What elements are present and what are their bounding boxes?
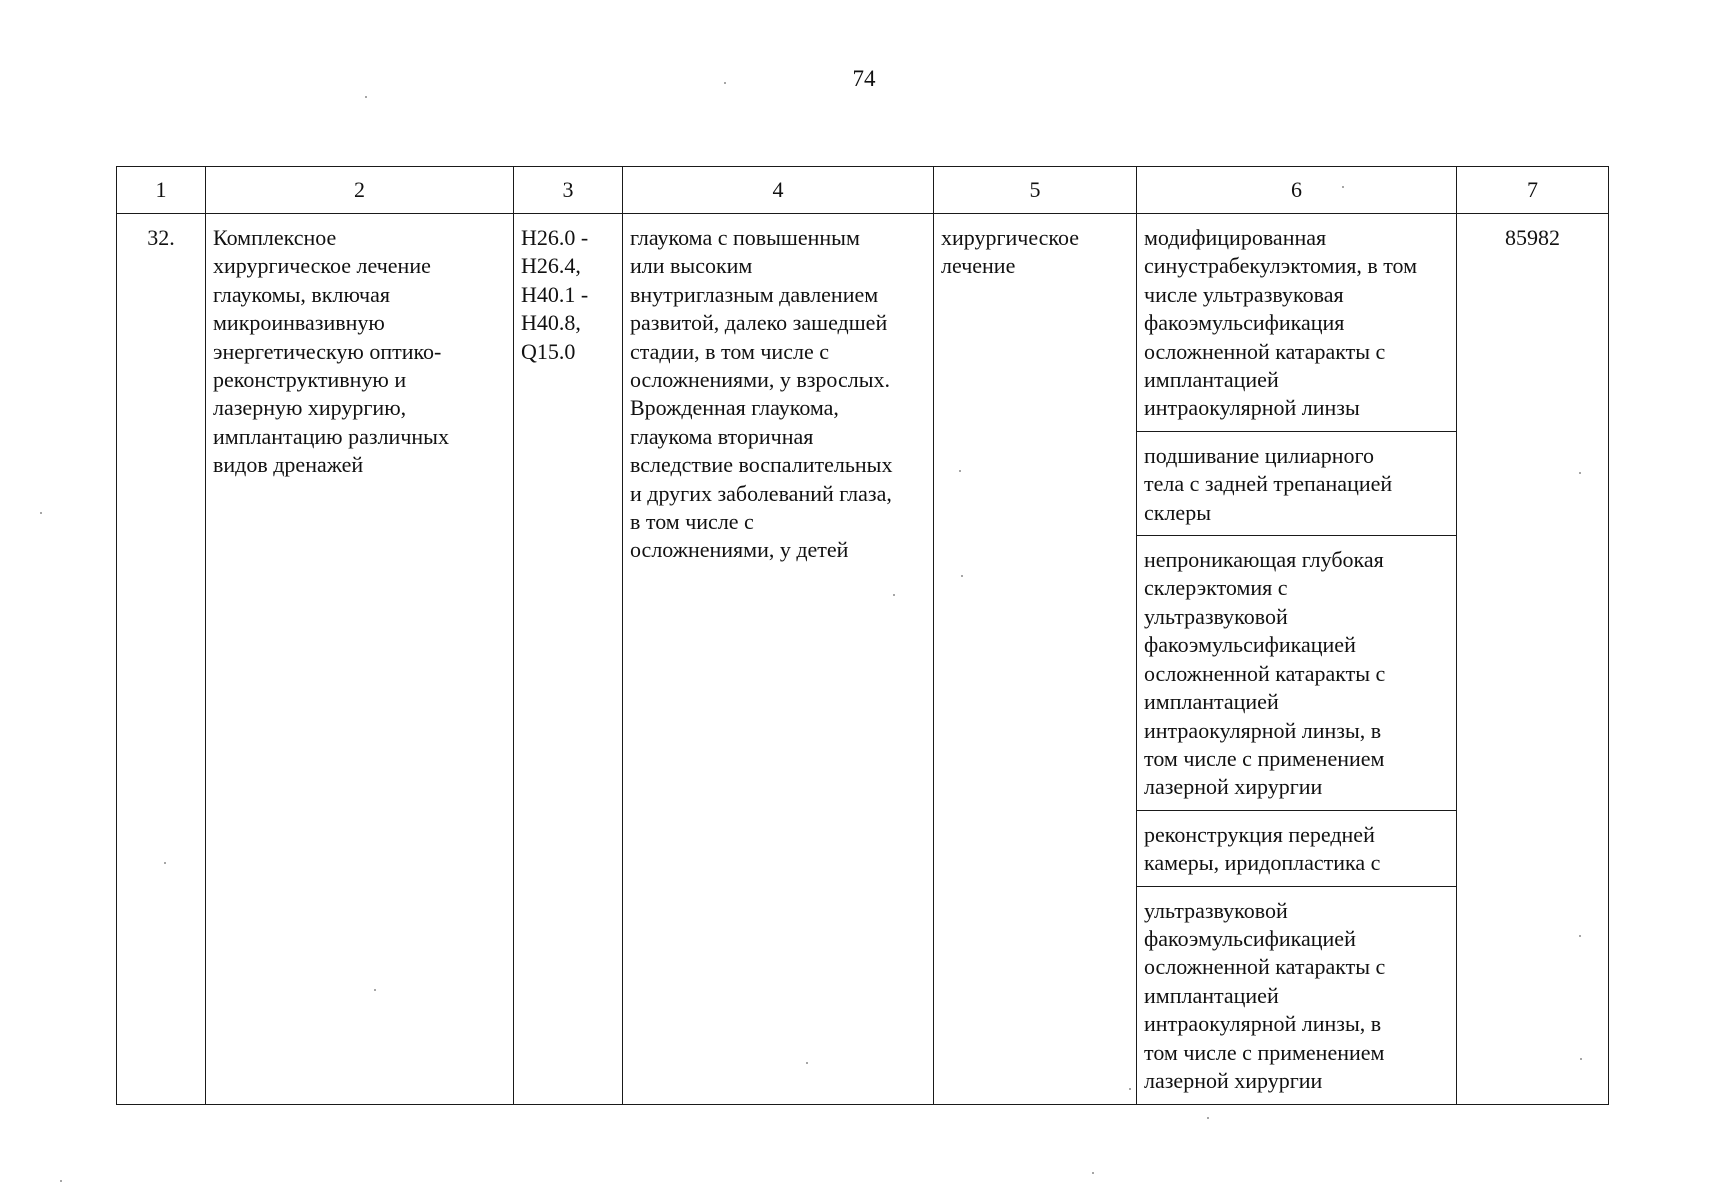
header-col-7: 7 <box>1457 167 1609 214</box>
header-col-5: 5 <box>934 167 1137 214</box>
service-name-cell <box>206 214 514 1105</box>
row-number-cell <box>117 214 206 1105</box>
scan-speck <box>40 512 42 514</box>
table-header-row <box>117 167 1609 214</box>
patient-model-cell <box>623 214 934 1105</box>
cost-value: 85982 <box>1505 225 1560 250</box>
scan-speck <box>959 470 961 472</box>
scan-speck <box>893 594 895 596</box>
scan-speck <box>1129 1088 1131 1090</box>
scan-speck <box>60 1180 62 1182</box>
scan-speck <box>1207 1117 1209 1119</box>
scan-speck <box>365 96 367 98</box>
header-col-4: 4 <box>623 167 934 214</box>
header-col-6: 6 <box>1137 167 1457 214</box>
treatment-methods-cell <box>1137 214 1457 1105</box>
row-number: 32. <box>147 225 175 250</box>
header-col-2: 2 <box>206 167 514 214</box>
table-row <box>117 214 1609 1105</box>
scan-speck <box>724 82 726 84</box>
scan-speck <box>374 989 376 991</box>
service-name: Комплексное хирургическое лечение глаукомы, включая микроинвазивную энергетическую оптико- реконструктивную и лазерную хирургию, имплантацию различных видов дренажей <box>213 225 449 478</box>
cost-cell <box>1457 214 1609 1105</box>
scan-speck <box>1579 472 1581 474</box>
icd-codes-cell <box>514 214 623 1105</box>
scan-speck <box>1342 186 1344 188</box>
treatment-type-cell <box>934 214 1137 1105</box>
scan-speck <box>961 575 963 577</box>
treatment-method: реконструкция передней камеры, иридопластика с <box>1137 810 1456 886</box>
treatment-method: непроникающая глубокая склерэктомия с ультразвуковой факоэмульсификацией осложненной катаракты с имплантацией интраокулярной линзы, в том числе с применением лазерной хирургии <box>1137 535 1456 810</box>
scan-speck <box>164 862 166 864</box>
treatment-type: хирургическое лечение <box>941 225 1080 279</box>
scan-speck <box>806 1062 808 1064</box>
scan-speck <box>1580 1058 1582 1060</box>
icd-codes: H26.0 - H26.4, H40.1 - H40.8, Q15.0 <box>521 225 589 364</box>
scan-speck <box>1579 935 1581 937</box>
header-col-3: 3 <box>514 167 623 214</box>
treatment-method: подшивание цилиарного тела с задней трепанацией склеры <box>1137 431 1456 535</box>
header-col-1: 1 <box>117 167 206 214</box>
scan-speck <box>1092 1172 1094 1174</box>
patient-model: глаукома с повышенным или высоким внутриглазным давлением развитой, далеко зашедшей стадии, в том числе с осложнениями, у взрослых. Врожденная глаукома, глаукома вторичная вследствие воспалительных и других заболеваний глаза, в том числе с осложнениями, у детей <box>630 225 893 563</box>
treatment-method: модифицированная синустрабекулэктомия, в том числе ультразвуковая факоэмульсификация осложненной катаракты с имплантацией интраокулярной линзы <box>1144 225 1418 421</box>
services-table <box>116 166 1609 1105</box>
page-number: 74 <box>852 66 876 91</box>
treatment-method: ультразвуковой факоэмульсификацией осложненной катаракты с имплантацией интраокулярной линзы, в том числе с применением лазерной хирургии <box>1137 886 1456 1102</box>
